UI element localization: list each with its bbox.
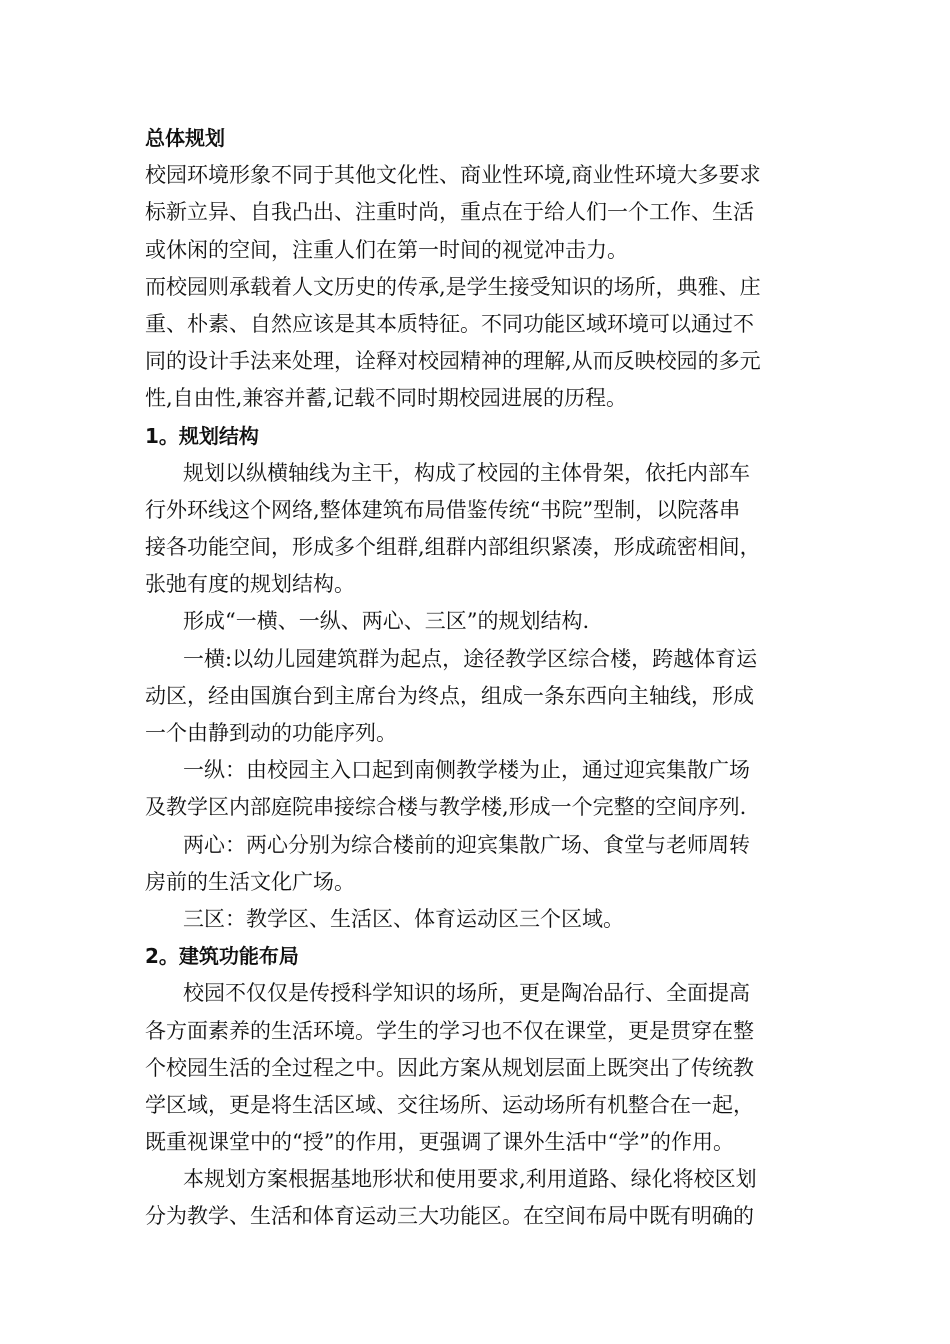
text-line: 而校园则承载着人文历史的传承,是学生接受知识的场所，典雅、庄 <box>145 274 761 299</box>
document-body <box>145 120 810 1236</box>
text-line: 性,自由性,兼容并蓄,记载不同时期校园进展的历程。 <box>145 386 628 411</box>
text-line: 学区域，更是将生活区域、交往场所、运动场所有机整合在一起， <box>145 1092 754 1117</box>
text-line: 一个由静到动的功能序列。 <box>145 721 397 745</box>
text-line: 形成“一横、一纵、两心、三区”的规划结构. <box>183 609 590 634</box>
text-line: 动区，经由国旗台到主席台为终点，组成一条东西向主轴线，形成 <box>145 683 754 708</box>
text-line: 各方面素养的生活环境。学生的学习也不仅在课堂，更是贯穿在整 <box>145 1018 754 1043</box>
text-line: 行外环线这个网络,整体建筑布局借鉴传统“书院”型制，以院落串 <box>145 497 741 522</box>
subsection-heading-building-layout: 2。建筑功能布局 <box>145 944 299 969</box>
section-title: 总体规划 <box>145 126 225 150</box>
text-line: 校园不仅仅是传授科学知识的场所，更是陶冶品行、全面提高 <box>183 981 750 1006</box>
text-line: 或休闲的空间，注重人们在第一时间的视觉冲击力。 <box>145 237 628 262</box>
text-line: 同的设计手法来处理，诠释对校园精神的理解,从而反映校园的多元 <box>145 349 761 374</box>
text-line: 张弛有度的规划结构。 <box>145 572 355 597</box>
text-line: 一横:以幼儿园建筑群为起点，途径教学区综合楼，跨越体育运 <box>183 646 758 671</box>
text-line: 既重视课堂中的“授”的作用，更强调了课外生活中“学”的作用。 <box>145 1130 734 1155</box>
text-line: 规划以纵横轴线为主干，构成了校园的主体骨架，依托内部车 <box>183 460 750 485</box>
text-line: 个校园生活的全过程之中。因此方案从规划层面上既突出了传统教 <box>145 1055 754 1080</box>
text-line: 标新立异、自我凸出、注重时尚，重点在于给人们一个工作、生活 <box>145 200 754 225</box>
text-line: 三区：教学区、生活区、体育运动区三个区域。 <box>183 906 624 931</box>
text-line: 校园环境形象不同于其他文化性、商业性环境,商业性环境大多要求 <box>145 163 761 188</box>
text-line: 一纵：由校园主入口起到南侧教学楼为止，通过迎宾集散广场 <box>183 758 750 783</box>
text-line: 重、朴素、自然应该是其本质特征。不同功能区域环境可以通过不 <box>145 311 754 336</box>
text-line: 接各功能空间，形成多个组群,组群内部组织紧凑，形成疏密相间， <box>145 535 761 560</box>
text-line: 及教学区内部庭院串接综合楼与教学楼,形成一个完整的空间序列. <box>145 795 747 820</box>
subsection-heading-planning-structure: 1。规划结构 <box>145 423 259 448</box>
text-line: 两心：两心分别为综合楼前的迎宾集散广场、食堂与老师周转 <box>183 832 750 857</box>
text-line: 本规划方案根据基地形状和使用要求,利用道路、绿化将校区划 <box>183 1167 757 1192</box>
text-line: 分为教学、生活和体育运动三大功能区。在空间布局中既有明确的 <box>145 1204 754 1229</box>
text-line: 房前的生活文化广场。 <box>145 869 355 894</box>
